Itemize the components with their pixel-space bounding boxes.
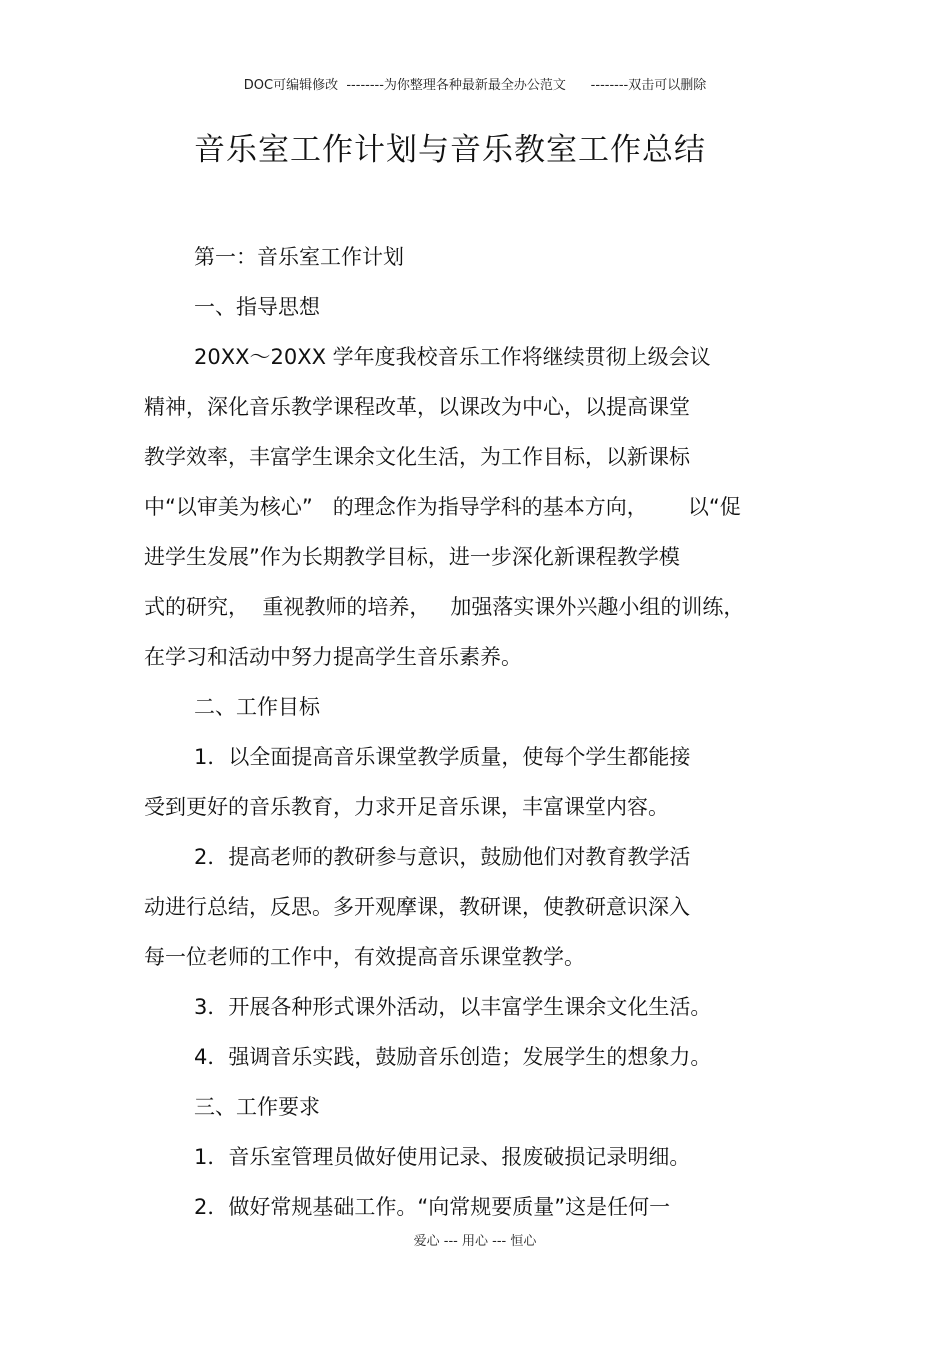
page-footer: 爱心 --- 用心 --- 恒心 (413, 1234, 537, 1249)
list-item: 3．开展各种形式课外活动，以丰富学生课余文化生活。 (194, 995, 712, 1019)
list-item: 4．强调音乐实践，鼓励音乐创造；发展学生的想象力。 (194, 1045, 712, 1069)
paragraph-line: 精神，深化音乐教学课程改革，以课改为中心，以提高课堂 (144, 395, 690, 419)
paragraph-line: 中“以审美为核心” 的理念作为指导学科的基本方向， 以“促 (144, 495, 741, 519)
paragraph-line: 20XX～20XX 学年度我校音乐工作将继续贯彻上级会议 (194, 345, 711, 369)
section-heading-guiding-thought: 一、指导思想 (194, 295, 320, 319)
paragraph-line: 进学生发展”作为长期教学目标，进一步深化新课程教学模 (144, 545, 680, 569)
paragraph-line: 教学效率，丰富学生课余文化生活，为工作目标，以新课标 (144, 445, 690, 469)
list-item: 1．以全面提高音乐课堂教学质量，使每个学生都能接 (194, 745, 691, 769)
section-heading-work-goals: 二、工作目标 (194, 695, 320, 719)
list-item-continuation: 每一位老师的工作中，有效提高音乐课堂教学。 (144, 945, 585, 969)
list-item-continuation: 动进行总结，反思。多开观摩课，教研课，使教研意识深入 (144, 895, 690, 919)
list-item: 2．做好常规基础工作。“向常规要质量”这是任何一 (194, 1195, 671, 1219)
paragraph-line: 在学习和活动中努力提高学生音乐素养。 (144, 645, 522, 669)
list-item-continuation: 受到更好的音乐教育，力求开足音乐课，丰富课堂内容。 (144, 795, 669, 819)
document-title: 音乐室工作计划与音乐教室工作总结 (194, 132, 706, 168)
section-heading-work-requirements: 三、工作要求 (194, 1095, 320, 1119)
paragraph-line: 式的研究， 重视教师的培养， 加强落实课外兴趣小组的训练， (144, 595, 745, 619)
list-item: 2．提高老师的教研参与意识，鼓励他们对教育教学活 (194, 845, 691, 869)
page-header: DOC可编辑修改 --------为你整理各种最新最全办公范文 --------双击可以删除 (243, 78, 707, 93)
list-item: 1．音乐室管理员做好使用记录、报废破损记录明细。 (194, 1145, 691, 1169)
section-heading-plan: 第一：音乐室工作计划 (194, 245, 404, 269)
